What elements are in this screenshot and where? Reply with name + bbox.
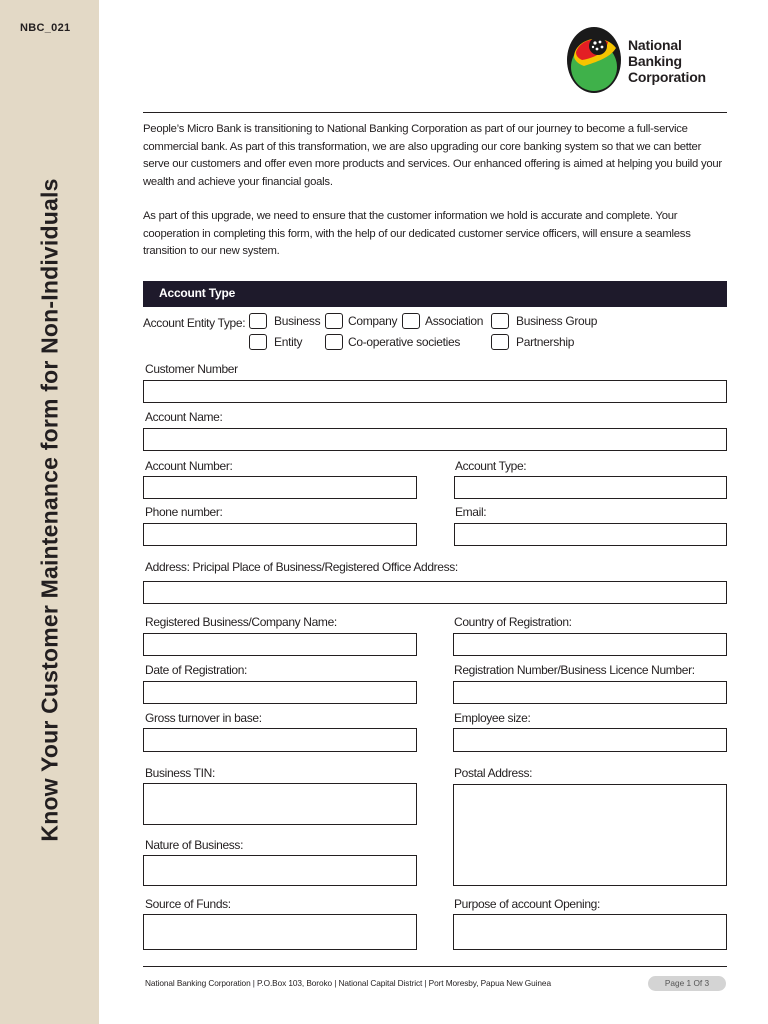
- source-funds-field[interactable]: [143, 914, 417, 950]
- registration-number-field[interactable]: [453, 681, 727, 704]
- address-field[interactable]: [143, 581, 727, 604]
- email-label: Email:: [455, 505, 487, 519]
- account-name-field[interactable]: [143, 428, 727, 451]
- intro-paragraph-2: As part of this upgrade, we need to ensure that the customer information we hold is accurate and complete. Your cooperation in completing this form, with the help of our dedicated customer service officers, will ensure a seamless transition to our new system.: [143, 210, 691, 257]
- customer-number-label: Customer Number: [145, 362, 238, 376]
- gross-turnover-field[interactable]: [143, 728, 417, 752]
- source-funds-label: Source of Funds:: [145, 897, 231, 911]
- header-divider: [143, 112, 727, 113]
- registration-number-label: Registration Number/Business Licence Number:: [454, 663, 695, 677]
- country-registration-label: Country of Registration:: [454, 615, 572, 629]
- nature-business-field[interactable]: [143, 855, 417, 886]
- gross-turnover-label: Gross turnover in base:: [145, 711, 262, 725]
- form-title: Know Your Customer Maintenance form for Non-Individuals: [36, 178, 63, 842]
- entity-type-label: Account Entity Type:: [143, 316, 246, 330]
- checkbox-label-entity: Entity: [274, 335, 303, 349]
- checkbox-label-company: Company: [348, 314, 398, 328]
- account-type-field[interactable]: [454, 476, 727, 499]
- checkbox-business[interactable]: [249, 313, 267, 329]
- checkbox-label-business-group: Business Group: [516, 314, 598, 328]
- checkbox-label-business: Business: [274, 314, 321, 328]
- postal-address-label: Postal Address:: [454, 766, 533, 780]
- nbc-logo-icon: [566, 26, 624, 94]
- section-header-account-type: [143, 281, 727, 307]
- checkbox-entity[interactable]: [249, 334, 267, 350]
- section-title: Account Type: [159, 286, 236, 300]
- registered-name-label: Registered Business/Company Name:: [145, 615, 337, 629]
- form-code: NBC_021: [20, 22, 71, 34]
- footer-address: National Banking Corporation | P.O.Box 103, Boroko | National Capital District | Port Moresby, Papua New Guinea: [145, 978, 551, 988]
- employee-size-label: Employee size:: [454, 711, 531, 725]
- intro-paragraph-1: People’s Micro Bank is transitioning to National Banking Corporation as part of our journey to become a full-service commercial bank. As part of this transformation, we are also upgrading our core banking system so that we can better serve our customers and offer even more products and services. Our enhanced offering is aimed at helping you build your wealth and achieve your financial goals.: [143, 123, 722, 188]
- country-registration-field[interactable]: [453, 633, 727, 656]
- postal-address-field[interactable]: [453, 784, 727, 886]
- phone-number-field[interactable]: [143, 523, 417, 546]
- footer-divider: [143, 966, 727, 967]
- checkbox-label-partnership: Partnership: [516, 335, 575, 349]
- date-registration-label: Date of Registration:: [145, 663, 248, 677]
- business-tin-label: Business TIN:: [145, 766, 215, 780]
- email-field[interactable]: [454, 523, 727, 546]
- customer-number-field[interactable]: [143, 380, 727, 403]
- account-number-field[interactable]: [143, 476, 417, 499]
- nbc-logo: [566, 26, 726, 94]
- phone-number-label: Phone number:: [145, 505, 223, 519]
- address-label: Address: Pricipal Place of Business/Registered Office Address:: [145, 560, 458, 574]
- checkbox-business-group[interactable]: [491, 313, 509, 329]
- business-tin-field[interactable]: [143, 783, 417, 825]
- account-number-label: Account Number:: [145, 459, 233, 473]
- registered-name-field[interactable]: [143, 633, 417, 656]
- intro-text: [143, 121, 727, 278]
- sidebar: [0, 0, 99, 1024]
- nature-business-label: Nature of Business:: [145, 838, 244, 852]
- page-indicator: Page 1 Of 3: [648, 976, 726, 991]
- checkbox-cooperative[interactable]: [325, 334, 343, 350]
- checkbox-label-association: Association: [425, 314, 484, 328]
- account-name-label: Account Name:: [145, 410, 223, 424]
- checkbox-association[interactable]: [402, 313, 420, 329]
- purpose-account-label: Purpose of account Opening:: [454, 897, 600, 911]
- purpose-account-field[interactable]: [453, 914, 727, 950]
- checkbox-partnership[interactable]: [491, 334, 509, 350]
- checkbox-company[interactable]: [325, 313, 343, 329]
- employee-size-field[interactable]: [453, 728, 727, 752]
- account-type-label: Account Type:: [455, 459, 527, 473]
- logo-wordmark: National Banking Corporation: [628, 37, 706, 85]
- checkbox-label-cooperative: Co-operative societies: [348, 335, 461, 349]
- date-registration-field[interactable]: [143, 681, 417, 704]
